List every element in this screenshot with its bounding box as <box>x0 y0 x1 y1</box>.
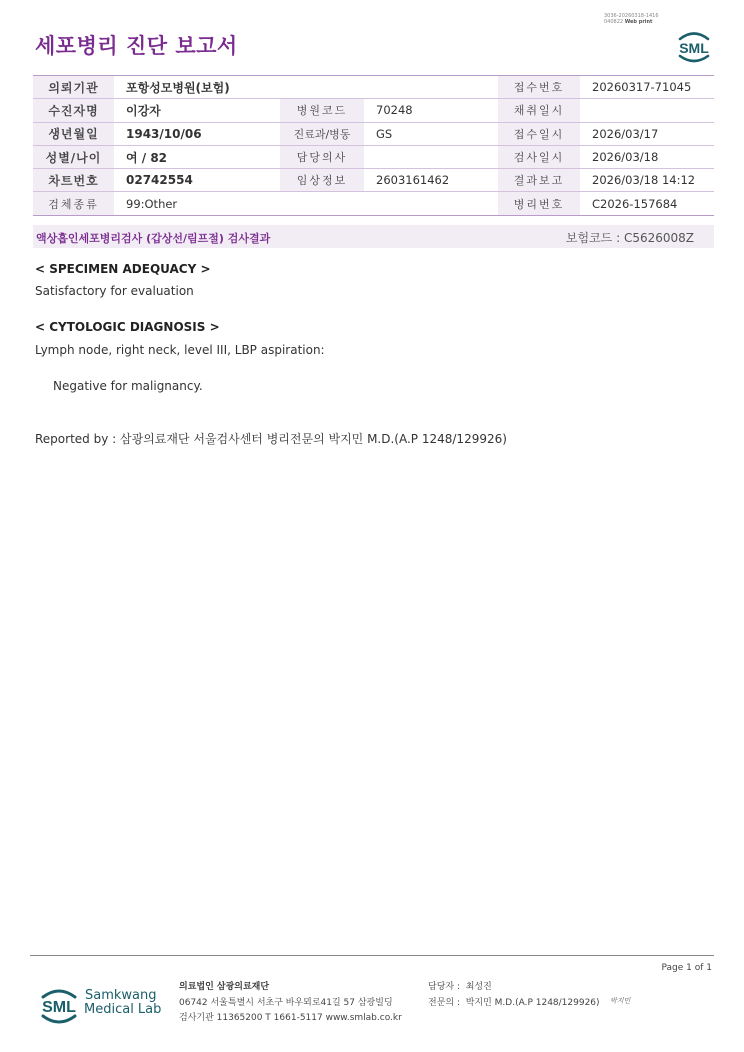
staff-line <box>428 980 600 996</box>
result-report-label: 결과보고 <box>498 169 580 192</box>
specialist-signature: 박지민 <box>610 997 631 1005</box>
birth-date-value: 1943/10/06 <box>114 122 280 145</box>
brand-name-line1: Samkwang <box>85 988 157 1003</box>
footer-staff <box>428 980 600 1011</box>
info-row <box>33 169 714 192</box>
sml-logo-icon <box>674 26 714 64</box>
sml-footer-logo-icon <box>36 982 82 1026</box>
clinical-info-label: 임상정보 <box>280 169 364 192</box>
requesting-institution-value: 포항성모병원(보험) <box>114 76 498 99</box>
pathology-number-label: 병리번호 <box>498 192 580 215</box>
diagnosis-result-text: Negative for malignancy. <box>53 379 203 393</box>
cytologic-diagnosis-heading: < CYTOLOGIC DIAGNOSIS > <box>35 320 220 334</box>
chart-number-value: 02742554 <box>114 169 280 192</box>
patient-info-table <box>33 75 714 216</box>
document-id-line2 <box>604 19 659 25</box>
receipt-date-value: 2026/03/17 <box>580 122 714 145</box>
specialist-name: 박지민 M.D.(A.P 1248/129926) <box>465 997 600 1008</box>
department-label: 진료과/병동 <box>280 122 364 145</box>
footer-divider <box>30 955 714 956</box>
staff-name: 최성진 <box>465 982 492 992</box>
collection-date-value <box>580 99 714 122</box>
collection-date-label: 채취일시 <box>498 99 580 122</box>
info-row <box>33 145 714 168</box>
sml-footer-logo-text: SML <box>42 999 76 1016</box>
clinical-info-value: 2603161462 <box>364 169 498 192</box>
specialist-line <box>428 996 600 1012</box>
reported-by-text: Reported by : 삼광의료재단 서울검사센터 병리전문의 박지민 M.D.(A.P 1248/129926) <box>35 432 507 446</box>
requesting-institution-label: 의뢰기관 <box>33 76 114 99</box>
specimen-adequacy-heading: < SPECIMEN ADEQUACY > <box>35 262 211 276</box>
page-number: Page 1 of 1 <box>661 963 712 973</box>
info-row <box>33 192 714 215</box>
patient-name-label: 수진자명 <box>33 99 114 122</box>
brand-name-line2: Medical Lab <box>84 1002 162 1017</box>
document-id-number: 040822 <box>604 19 624 25</box>
info-row <box>33 99 714 122</box>
pathology-number-value: C2026-157684 <box>580 192 714 215</box>
specimen-type-label: 검체종류 <box>33 192 114 215</box>
specialist-label: 전문의 : <box>428 997 460 1008</box>
sml-logo-text: SML <box>679 40 709 56</box>
sex-age-value: 여 / 82 <box>114 145 280 168</box>
sex-age-label: 성별/나이 <box>33 145 114 168</box>
web-print-label: Web print <box>624 19 653 25</box>
receipt-number-value: 20260317-71045 <box>580 76 714 99</box>
info-row <box>33 122 714 145</box>
diagnosis-site-text: Lymph node, right neck, level III, LBP aspiration: <box>35 343 325 357</box>
receipt-number-label: 접수번호 <box>498 76 580 99</box>
test-date-label: 검사일시 <box>498 145 580 168</box>
footer-organization <box>179 980 402 1027</box>
exam-name: 액상흡인세포병리검사 (갑상선/림프절) 검사결과 <box>36 232 271 245</box>
info-row <box>33 76 714 99</box>
test-date-value: 2026/03/18 <box>580 145 714 168</box>
physician-value <box>364 145 498 168</box>
chart-number-label: 차트번호 <box>33 169 114 192</box>
report-title: 세포병리 진단 보고서 <box>35 34 238 58</box>
document-id-line1: 3036-20260318-1416 <box>604 13 659 19</box>
birth-date-label: 생년월일 <box>33 122 114 145</box>
department-value: GS <box>364 122 498 145</box>
footer-brand-name <box>85 989 161 1017</box>
org-contact: 검사기관 11365200 T 1661-5117 www.smlab.co.kr <box>179 1013 402 1023</box>
staff-label: 담당자 : <box>428 982 460 992</box>
insurance-code: 보험코드 : C5626008Z <box>565 231 694 245</box>
org-address: 06742 서울특별시 서초구 바우뫼로41길 57 삼광빌딩 <box>179 997 393 1008</box>
hospital-code-label: 병원코드 <box>280 99 364 122</box>
receipt-date-label: 접수일시 <box>498 122 580 145</box>
document-id <box>604 13 659 25</box>
hospital-code-value: 70248 <box>364 99 498 122</box>
result-report-value: 2026/03/18 14:12 <box>580 169 714 192</box>
org-name: 의료법인 삼광의료재단 <box>179 982 270 992</box>
specimen-type-value: 99:Other <box>114 192 498 215</box>
physician-label: 담당의사 <box>280 145 364 168</box>
patient-name-value: 이강자 <box>114 99 280 122</box>
specimen-adequacy-text: Satisfactory for evaluation <box>35 284 194 298</box>
